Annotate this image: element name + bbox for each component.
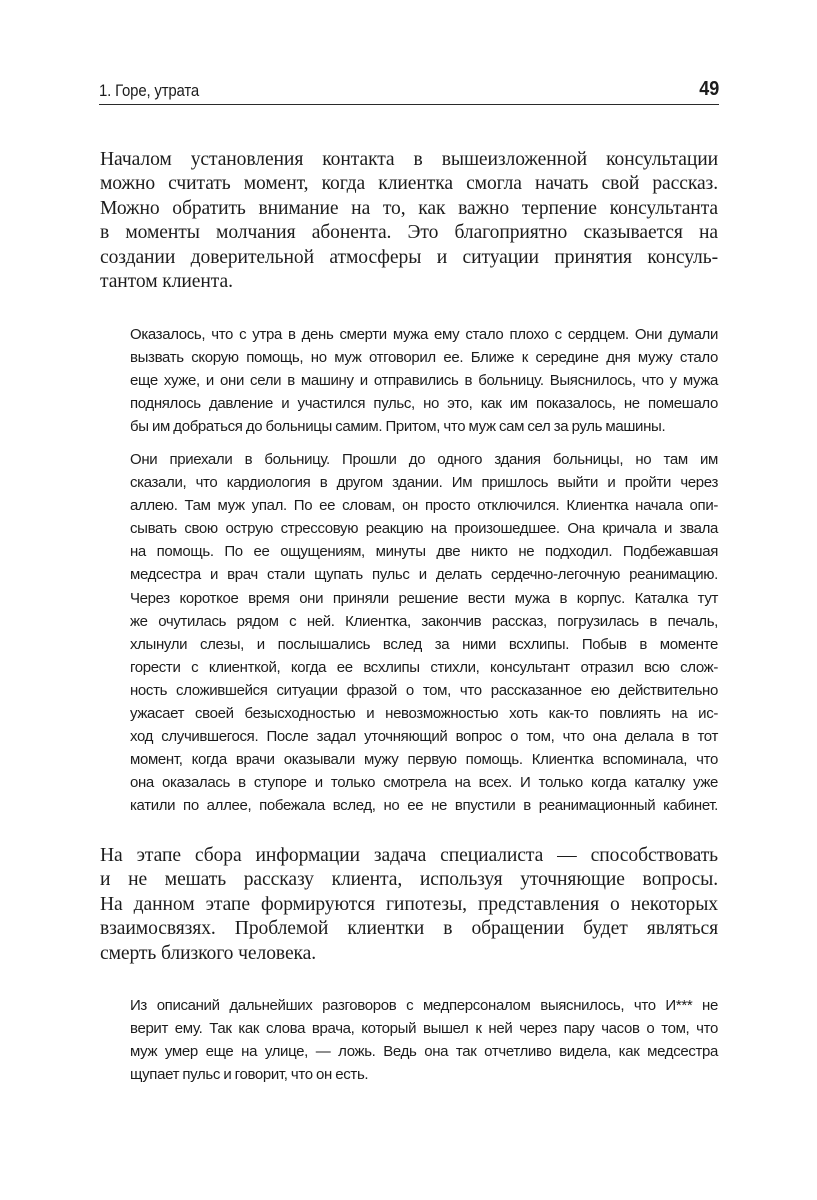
text-line: же очутилась рядом с ней. Клиентка, закончив рассказ, погрузилась в печаль, <box>130 612 718 630</box>
text-line: она оказалась в ступоре и только смотрела на всех. И только когда каталку уже <box>130 774 718 792</box>
text-line: Оказалось, что с утра в день смерти мужа ему стало плохо с сердцем. Они думали <box>130 326 718 343</box>
text-line: ход случившегося. После задал уточняющий вопрос о том, что она делала в тот <box>130 728 718 746</box>
text-line: хлынули слезы, и послышались вслед за ними всхлипы. Побыв в моменте <box>130 635 718 653</box>
text-line: можно считать момент, когда клиентка смогла начать свой рассказ. <box>100 173 718 195</box>
text-line: ность сложившейся ситуации фразой о том, что рассказанное ею действительно <box>130 681 718 699</box>
text-line: ужасает своей безысходностью и невозможностью хоть как-то повлиять на ис- <box>130 705 718 723</box>
text-line: Они приехали в больницу. Прошли до одного здания больницы, но там им <box>130 451 718 468</box>
text-line: На данном этапе формируются гипотезы, представления о некоторых <box>100 893 718 915</box>
text-line: муж умер еще на улице, — ложь. Ведь она так отчетливо видела, как медсестра <box>130 1043 718 1061</box>
page-number: 49 <box>698 78 719 100</box>
text-line: момент, когда врачи оказывали мужу первую помощь. Клиентка вспоминала, что <box>130 751 718 769</box>
paragraph-information-gathering <box>100 844 718 966</box>
text-line: Через короткое время они приняли решение вести мужа в корпус. Каталка тут <box>130 589 718 607</box>
text-line: На этапе сбора информации задача специалиста — способствовать <box>100 845 718 866</box>
text-line: щупает пульс и говорит, что он есть. <box>130 1066 369 1084</box>
text-line: в моменты молчания абонента. Это благоприятно сказывается на <box>100 222 718 244</box>
case-excerpt-medical-staff <box>130 994 718 1086</box>
text-line: Началом установления контакта в вышеизложенной консультации <box>100 149 718 170</box>
case-excerpt-morning <box>130 323 718 438</box>
text-line: создании доверительной атмосферы и ситуации принятия консуль- <box>100 246 718 268</box>
text-line: сказали, что кардиология в другом здании. Им пришлось выйти и пройти через <box>130 474 718 492</box>
text-line: катили по аллее, побежала вслед, но ее не впустили в реанимационный кабинет. <box>130 797 718 815</box>
text-line: бы им добраться до больницы самим. Притом, что муж сам сел за руль машины. <box>130 418 666 436</box>
paragraph-contact-establishment <box>100 148 718 294</box>
text-line: тантом клиента. <box>100 271 233 293</box>
text-line: верит ему. Так как слова врача, который вышел к ней через пару часов о том, что <box>130 1020 718 1038</box>
text-line: аллею. Там муж упал. По ее словам, он просто отключился. Клиентка начала опи- <box>130 497 718 515</box>
text-line: Можно обратить внимание на то, как важно терпение консультанта <box>100 197 718 219</box>
text-line: на помощь. По ее ощущениям, минуты две никто не подходил. Подбежавшая <box>130 543 718 561</box>
text-line: медсестра и врач стали щупать пульс и делать сердечно-легочную реанимацию. <box>130 566 718 584</box>
text-line: сывать свою острую стрессовую реакцию на произошедшее. Она кричала и звала <box>130 520 718 538</box>
text-line: вызвать скорую помощь, но муж отговорил ее. Ближе к середине дня мужу стало <box>130 349 718 367</box>
case-excerpt-hospital <box>130 448 718 818</box>
text-line: еще хуже, и они сели в машину и отправились в больницу. Выяснилось, что у мужа <box>130 372 718 390</box>
text-line: поднялось давление и участился пульс, но это, как им показалось, не помешало <box>130 395 718 413</box>
text-line: и не мешать рассказу клиента, используя уточняющие вопросы. <box>100 869 718 891</box>
text-line: смерть близкого человека. <box>100 942 317 964</box>
running-header <box>99 76 719 105</box>
text-line: Из описаний дальнейших разговоров с медперсоналом выяснилось, что И*** не <box>130 997 718 1014</box>
chapter-title: 1. Горе, утрата <box>99 81 200 100</box>
text-line: горести с клиенткой, когда ее всхлипы стихли, консультант отразил всю слож- <box>130 658 718 676</box>
text-line: взаимосвязях. Проблемой клиентки в обращении будет являться <box>100 918 718 940</box>
